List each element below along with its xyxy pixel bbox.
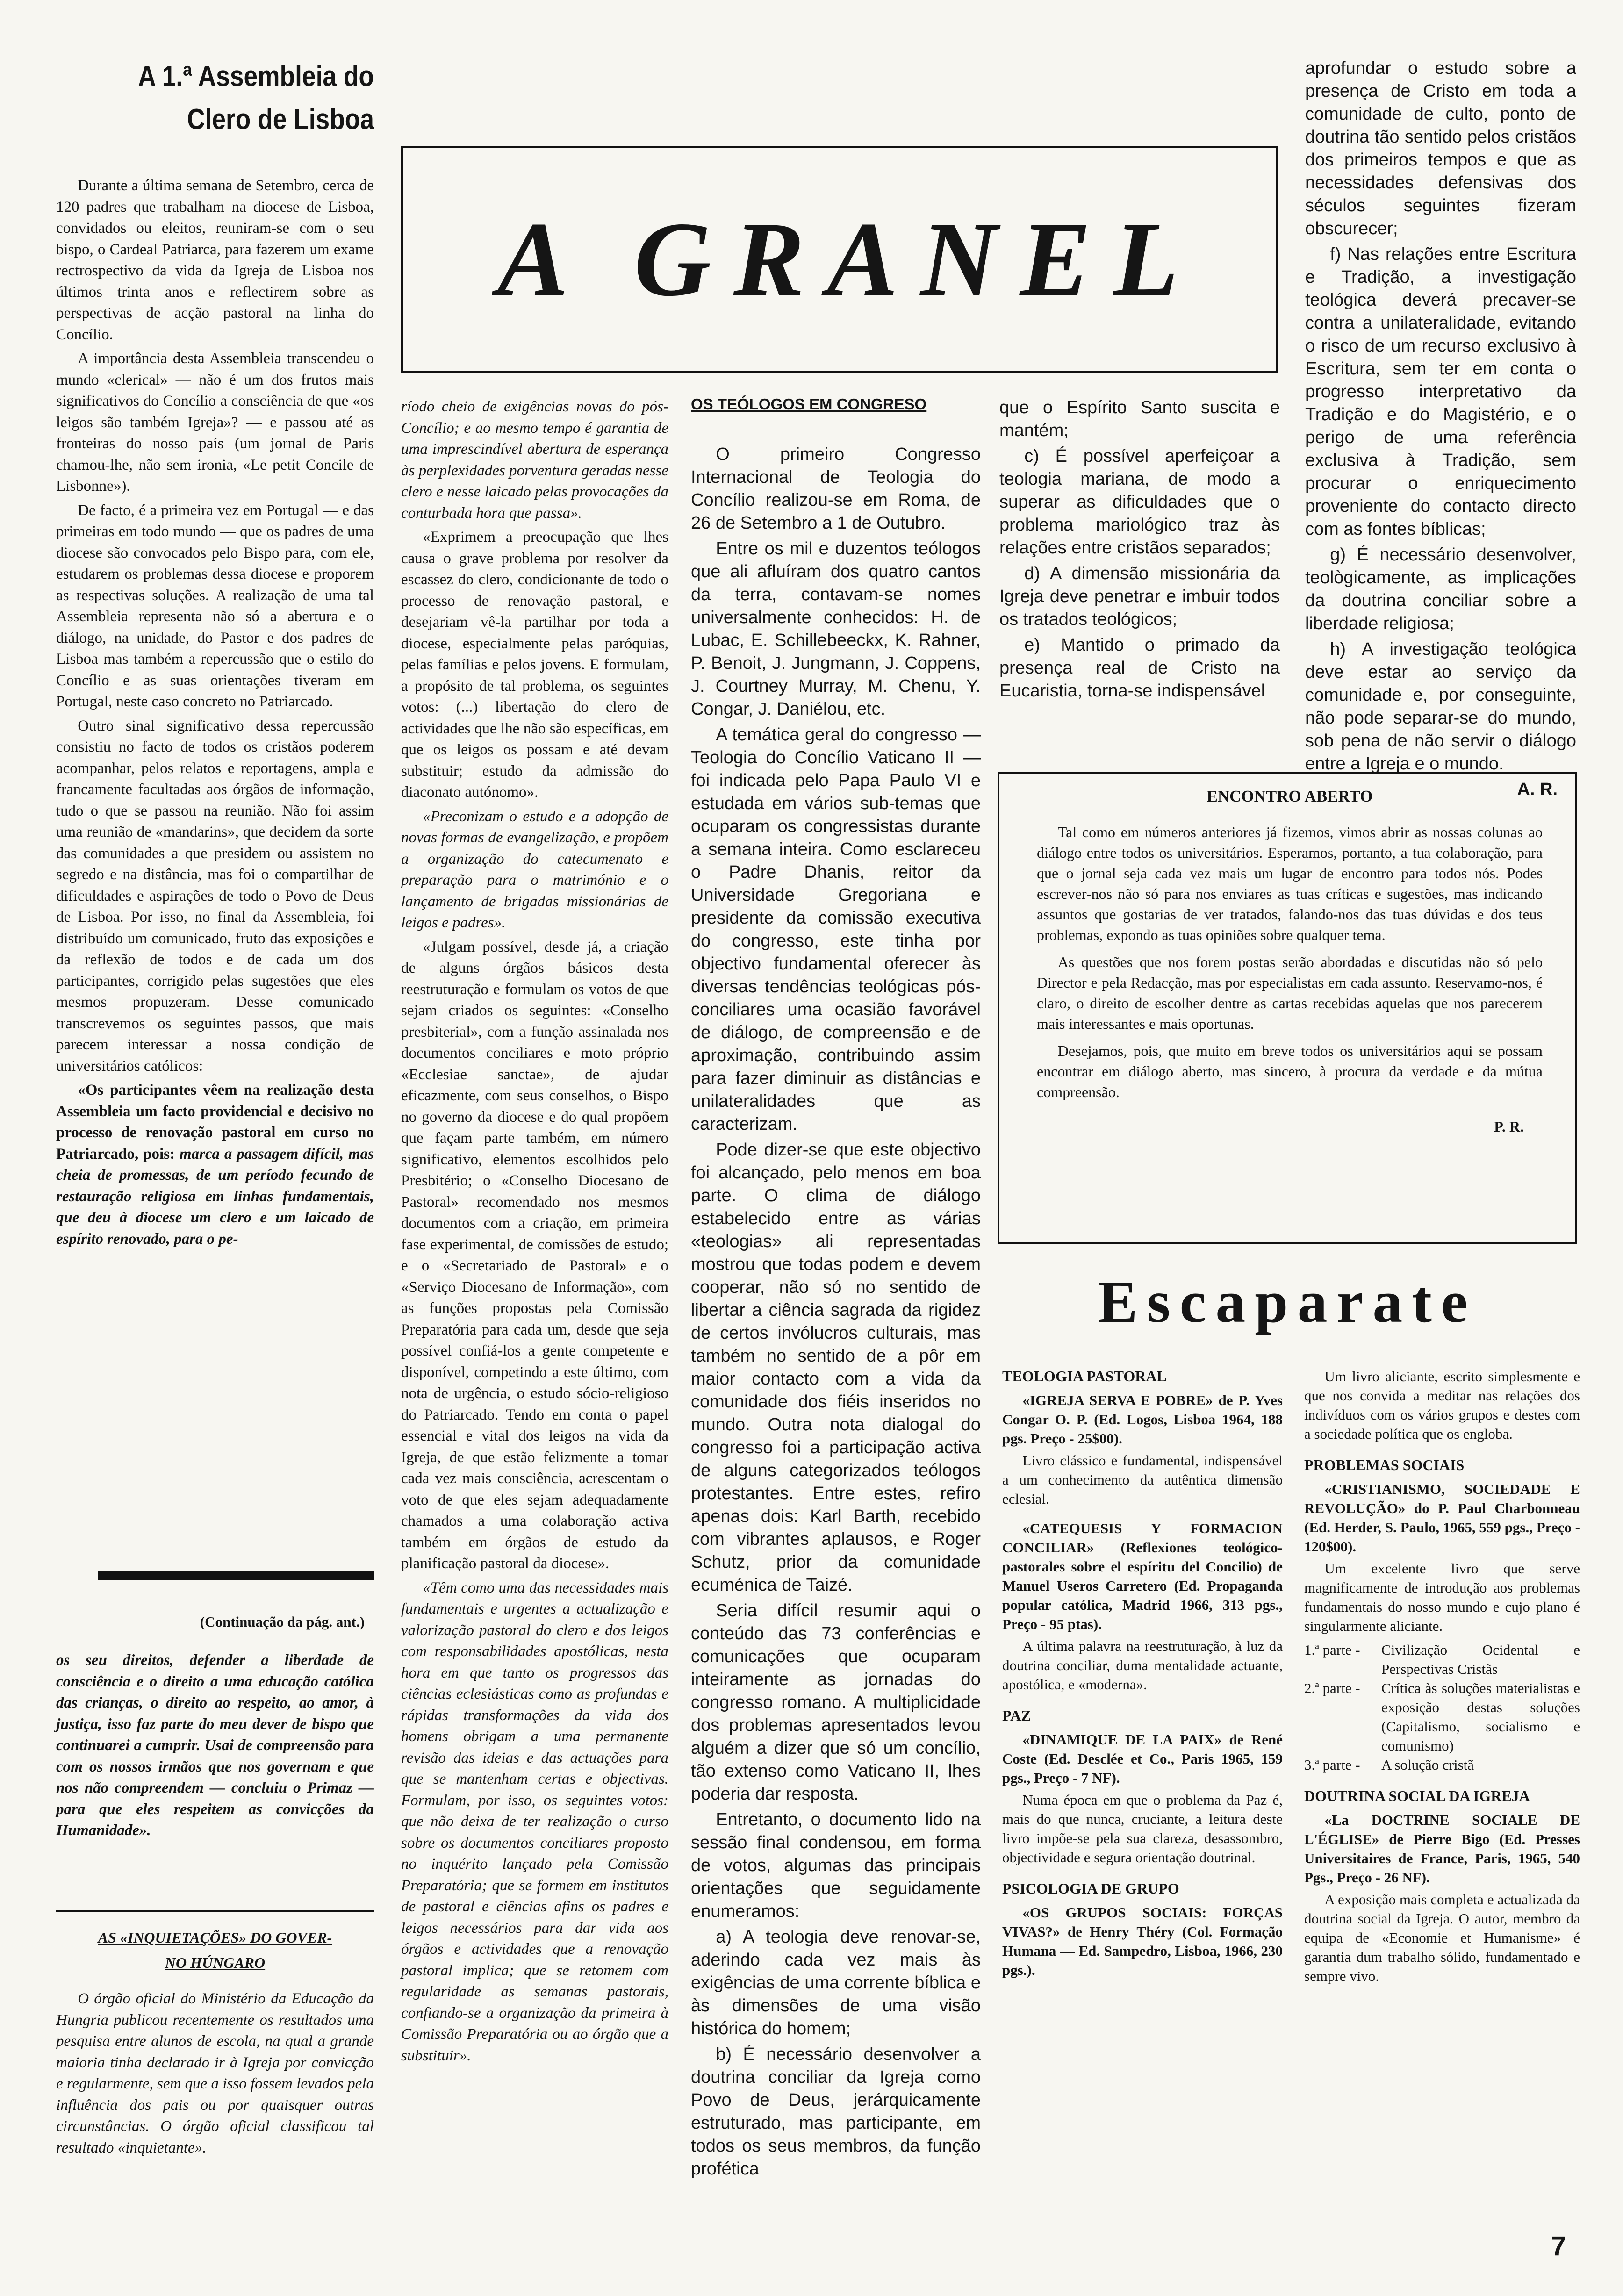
teologos-paragraph: A temática geral do congresso — Teologia do Concílio Vaticano II — foi indicada pelo Papa Paulo VI e estudada em vários sub-temas que ocuparam os congressistas durante a semana inteira. Como esclareceu o Padre Dhanis, reitor da Universidade Gregoriana e presidente da comissão executiva do congresso, este tinha por objectivo fundamental oferecer às diversas tendências teológicas pós-conciliares uma ocasião favorável de diálogo, de compreensão e de aproximação, contribuindo assim para fazer diminuir as distâncias e unilateralidades que as caracterizam.	[691, 725, 981, 1134]
col2-paragraph: «Têm como uma das necessidades mais fundamentais e urgentes a actualização e valorização pastoral do clero e dos leigos com responsabilidades apostólicas, nesta hora em que tanto os progressos das ciências eclesiásticas como as profundas e rápidas transformações da vida dos homens obrigam a uma permanente revisão das ideias e das actuações para que se mantenham certas e objectivas. Formulam, por isso, os seguintes votos: que não deixa de ter realização o curso sobre os documentos conciliares proposto no inquérito lançado pela Comissão Preparatória; que se formem em institutos de pastoral e ciências afins os padres e leigos necessários para dar vida aos órgãos e actividades que a renovação pastoral implica; que se retomem com regularidade as semanas pastorais, confiando-se a organização da primeira à Comissão Preparatória ou ao órgão que a substituir».	[401, 1579, 668, 2064]
teologos-paragraph: O primeiro Congresso Internacional de Teologia do Concílio realizou-se em Roma, de 26 de Setembro a 1 de Outubro.	[691, 445, 981, 533]
assembleia-continued	[401, 396, 668, 2257]
encontro-paragraph: Desejamos, pois, que muito em breve todos os universitários aqui se possam encontrar em diálogo aberto, mas sincero, à procura da verdade e da mútua compreensão.	[1037, 1042, 1543, 1100]
teologos-paragraph: a) A teologia deve renovar-se, aderindo cada vez mais às exigências de uma corrente bíblica e às dimensões de uma visão histórica do homem;	[691, 1927, 981, 2038]
teologos-article	[691, 443, 981, 2266]
hungaro-title-line2: NO HÚNGARO	[165, 1954, 266, 1971]
teologos-title: OS TEÓLOGOS EM CONGRESO	[691, 395, 927, 413]
assembleia-paragraph: A importância desta Assembleia transcendeu o mundo «clerical» — não é um dos frutos mais significativos do Concílio a consciência de que «os leigos são também Igreja»? — e passou até as fronteiras do nosso país (um jornal de Paris chamou-lhe, não sem ironia, «Le petit Concile de Lisbonne»).	[56, 350, 374, 495]
escaparate-book-entry: «OS GRUPOS SOCIAIS: FORÇAS VIVAS?» de Henry Théry (Col. Formação Humana — Ed. Sampedro, Lisboa, 1966, 230 pgs.).	[1002, 1904, 1283, 1978]
encontro-paragraph: As questões que nos forem postas serão abordadas e discutidas não só pelo Director e pela Redacção, mas por especialistas em cada assunto. Reservamo-nos, é claro, o direito de escolher dentre as cartas recebidas aquelas que nos parecerem mais interessantes e mais oportunas.	[1037, 954, 1543, 1032]
encontro-paragraph: Tal como em números anteriores já fizemos, vimos abrir as nossas colunas ao diálogo entre todos os universitários. Esperamos, portanto, a tua colaboração, para que o jornal seja cada vez mais um lugar de encontro para todos nós. Podes escrever-nos não só para nos enviares as tuas críticas e sugestões, mas indicando assuntos que gostarias de ver tratados, falando-nos das tuas dúvidas e dos teus problemas, expondo as tuas opiniões sobre qualquer tema.	[1037, 824, 1543, 943]
col4-paragraph: c) É possível aperfeiçoar a teologia mariana, de modo a superar as dificuldades que o problema mariológico traz às relações entre cristãos separados;	[999, 446, 1280, 558]
hungaro-paragraph: O órgão oficial do Ministério da Educação da Hungria publicou recentemente os resultados uma pesquisa entre alunos de escola, na qual a grande maioria tinha declarado ir à Igreja por convicção e regularmente, sem que a isso fossem levados pela influência dos pais ou por quaisquer outras circunstâncias. O órgão oficial classificou tal resultado «inquietante».	[56, 1990, 374, 2156]
escaparate-parts-list	[1304, 1640, 1580, 1774]
hungaro-title-line1: AS «INQUIETAÇÕES» DO GOVER-	[98, 1929, 332, 1946]
escaparate-right-column	[1304, 1367, 1580, 2255]
escaparate-book-note: Livro clássico e fundamental, indispensável a um conhecimento da autêntica dimensão eclesial.	[1002, 1452, 1283, 1507]
escaparate-book-entry: «IGREJA SERVA E POBRE» de P. Yves Congar O. P. (Ed. Logos, Lisboa 1964, 188 pgs. Preço - 25$00).	[1002, 1392, 1283, 1447]
escaparate-book-entry: «La DOCTRINE SOCIALE DE L'ÉGLISE» de Pierre Bigo (Ed. Presses Universitaires de France, Paris, 1965, 540 Pgs., Preço - 26 NF).	[1304, 1812, 1580, 1886]
escaparate-part-text: Civilização Ocidental e Perspectivas Cristãs	[1381, 1642, 1580, 1677]
escaparate-left-column	[1002, 1367, 1283, 2255]
teologos-signature: A. R.	[1517, 780, 1558, 799]
escaparate-book-entry: «CRISTIANISMO, SOCIEDADE E REVOLUÇÃO» do P. Paul Charbonneau (Ed. Herder, S. Paulo, 1965, 559 pgs., Preço - 120$00).	[1304, 1481, 1580, 1555]
assembleia-title	[101, 55, 374, 141]
continuacao-text	[56, 1650, 374, 1916]
escaparate-part-row	[1304, 1679, 1580, 1755]
col5-paragraph: aprofundar o estudo sobre a presença de Cristo em toda a comunidade de culto, ponto de doutrina tão sentido pelos cristãos dos primeiros tempos e que as necessidades defensivas dos séculos seguintes fizeram obscurecer;	[1305, 58, 1576, 238]
col2-paragraph: «Julgam possível, desde já, a criação de alguns órgãos básicos desta reestruturação e formulam os votos de que sejam criados os seguintes: «Conselho presbiterial», com a função assinalada nos documentos conciliares e moto próprio «Ecclesiae sanctae», de ajudar eficazmente, com seus conselhos, o Bispo no governo da diocese e do qual propõem que façam parte também, em número significativo, elementos escolhidos pelo Presbitério; o «Conselho Diocesano de Pastoral» recomendado nos mesmos documentos com a criação, em primeira fase experimental, de comissões de estudo; e o «Secretariado de Pastoral» e o «Serviço Diocesano de Informação», com as funções propostas pela Comissão Preparatória para cada um, desde que seja possível confiá-los a gente competente e disponível, competindo a este último, com nota de urgência, o estudo sócio-religioso do Patriarcado. Tendo em conta o papel essencial e vital dos leigos na vida da Igreja, de que estão felizmente a tomar cada vez mais consciência, acrescentam o voto de que eles sejam adequadamente chamados a uma colaboração activa também em órgãos de estudo da planificação pastoral da diocese».	[401, 938, 668, 1572]
assembleia-paragraph: Outro sinal significativo dessa repercussão consistiu no facto de todos os cristãos poderem acompanhar, pelos relatos e reportagens, ampla e francamente facultadas aos órgãos de informação, tudo o que se passou na reunião. Não foi assim uma reunião de «mandarins», que decidem da sorte das comunidades a que presidem ou assistem no segredo e na distância, mas foi o compartilhar de dificuldades e aspirações de todo o Povo de Deus de Lisboa. Por isso, no final da Assembleia, foi distribuído um comunicado, fruto das exposições e da reflexão de todos e de cada um dos participantes, corrigido pelas sugestões que eles mesmos propuzeram. Desse comunicado transcrevemos os seguintes passos, que mais parecem interessar a nossa condição de universitários católicos:	[56, 717, 374, 1075]
column-divider-rule	[98, 1571, 374, 1580]
assembleia-quote-italic: marca a passagem difícil, mas cheia de promessas, de um período fecundo de restauração religiosa em linhas fundamentais, que deu à diocese um clero e um laicado de espírito renovado, para o pe-	[56, 1145, 374, 1248]
col5-paragraph: f) Nas relações entre Escritura e Tradição, a investigação teológica deverá precaver-se contra a unilateralidade, evitando o risco de um recurso exclusivo à Escritura, sem ter em conta o progresso interpretativo da Tradição e do Magistério, e o perigo de uma referência exclusiva à Tradição, sem procurar o enriquecimento proveniente do contacto directo com as fontes bíblicas;	[1305, 244, 1576, 539]
teologos-right-column	[1305, 57, 1576, 799]
col4-paragraph: d) A dimensão missionária da Igreja deve penetrar e imbuir todos os tratados teológicos;	[999, 564, 1280, 629]
col2-paragraph: «Preconizam o estudo e a adopção de novas formas de evangelização, e propõem a organização do catecumenato e preparação para o matrimónio e o lançamento de brigadas missionárias de leigos e padres».	[401, 808, 668, 931]
escaparate-part-label: 2.ª parte -	[1304, 1680, 1360, 1696]
escaparate-section-heading: PROBLEMAS SOCIAIS	[1304, 1457, 1465, 1473]
escaparate-part-row	[1304, 1640, 1580, 1679]
teologos-paragraph: b) É necessário desenvolver a doutrina conciliar da Igreja como Povo de Deus, jerárquicamente estruturado, mas participante, em todos os seus membros, da função profética	[691, 2045, 981, 2179]
hungaro-title	[56, 1925, 374, 1975]
escaparate-book-entry: «CATEQUESIS Y FORMACION CONCILIAR» (Reflexiones teológico-pastorales sobre el espíritu del Concilio) de Manuel Useros Carretero (Ed. Propaganda popular católica, Madrid 1966, 313 pgs., Preço - 95 ptas).	[1002, 1520, 1283, 1632]
assembleia-paragraph: Durante a última semana de Setembro, cerca de 120 padres que trabalham na diocese de Lisboa, convidados ou eleitos, reuniram-se com o seu bispo, o Cardeal Patriarca, para fazerem um exame rectrospectivo da vida da Igreja de Lisboa nos últimos trinta anos e reflectirem sobre as perspectivas de acção pastoral na linha do Concílio.	[56, 177, 374, 343]
assembleia-article	[56, 175, 374, 1559]
col4-paragraph: que o Espírito Santo suscita e mantém;	[999, 398, 1280, 440]
assembleia-title-line2: Clero de Lisboa	[187, 103, 374, 136]
teologos-paragraph: Entretanto, o documento lido na sessão final condensou, em forma de votos, algumas das principais orientações que seguidamente enumeramos:	[691, 1810, 981, 1921]
hungaro-article	[56, 1988, 374, 2250]
escaparate-part-text: A solução cristã	[1381, 1757, 1474, 1773]
escaparate-book-note: A última palavra na reestruturação, à luz da doutrina conciliar, duma mentalidade actuante, apostólica, e «moderna».	[1002, 1638, 1283, 1693]
assembleia-quote-lead: «Os participantes vêem na realização desta Assembleia um facto providencial e decisivo no processo de renovação pastoral em curso no Patriarcado, pois:	[56, 1082, 374, 1162]
escaparate-book-note: Um livro aliciante, escrito simplesmente e que nos convida a meditar nas relações dos indivíduos com os vários grupos e destes com a sociedade política que os engloba.	[1304, 1368, 1580, 1442]
assembleia-quote	[56, 1080, 374, 1250]
escaparate-section-heading: PAZ	[1002, 1707, 1031, 1724]
col5-paragraph: h) A investigação teológica deve estar ao serviço da comunidade e, por conseguinte, não pode separar-se do mundo, sob pena de não servir o diálogo entre a Igreja e o mundo.	[1305, 639, 1576, 774]
escaparate-part-label: 3.ª parte -	[1304, 1757, 1360, 1773]
escaparate-part-label: 1.ª parte -	[1304, 1642, 1360, 1658]
escaparate-book-note: Numa época em que o problema da Paz é, mais do que nunca, cruciante, a leitura deste livro impõe-se pela sua clareza, desassombro, objectividade e segura orientação doutrinal.	[1002, 1792, 1283, 1866]
escaparate-section-heading: DOUTRINA SOCIAL DA IGREJA	[1304, 1787, 1530, 1804]
col4-paragraph: e) Mantido o primado da presença real de Cristo na Eucaristia, torna-se indispensável	[999, 635, 1280, 701]
col5-paragraph: g) É necessário desenvolver, teològicamente, as implicações da doutrina conciliar sobre a liberdade religiosa;	[1305, 545, 1576, 633]
escaparate-book-note: A exposição mais completa e actualizada da doutrina social da Igreja. O autor, membro da equipa de «Economie et Humanisme» é garantia dum trabalho sólido, fundamentado e sempre vivo.	[1304, 1891, 1580, 1984]
encontro-signature: P. R.	[1494, 1118, 1524, 1135]
col2-paragraph: «Exprimem a preocupação que lhes causa o grave problema por resolver da escassez do clero, condicionante de todo o processo de renovação pastoral, e desejariam vê-la partilhar por toda a diocese, especialmente pelas paróquias, pelas famílias e pelos jovens. E formulam, a propósito de tal problema, os seguintes votos: (...) libertação do clero de actividades que lhe não são específicas, em que os leigos os possam e até devam substituir; estudo da admissão do diaconato autónomo».	[401, 529, 668, 801]
escaparate-section-heading: PSICOLOGIA DE GRUPO	[1002, 1880, 1179, 1897]
escaparate-part-text: Crítica às soluções materialistas e exposição destas soluções (Capitalismo, socialismo e comunismo)	[1381, 1680, 1580, 1754]
escaparate-title: Escaparate	[1098, 1269, 1477, 1335]
encontro-title: ENCONTRO ABERTO	[1206, 787, 1373, 805]
col2-lead: ríodo cheio de exigências novas do pós-Concílio; e ao mesmo tempo é garantia de uma imprescindível abertura de esperança às perplexidades porventura geradas nesse clero e nesse laicado pelas provocações da conturbada hora que passa».	[401, 398, 668, 522]
escaparate-part-row	[1304, 1755, 1580, 1774]
assembleia-title-line1: A 1.ª Assembleia do	[138, 60, 374, 93]
page-number: 7	[1551, 2231, 1566, 2261]
masthead-title: A GRANEL	[497, 201, 1201, 318]
assembleia-paragraph: De facto, é a primeira vez em Portugal — e das primeiras em todo mundo — que os padres de uma diocese são convocados pelo Bispo para, com ele, estudarem os problemas dessa diocese e proporem as respectivas soluções. A realização de uma tal Assembleia representa não só a abertura e o diálogo, na unidade, do Pastor e dos padres de Lisboa mas também a repercussão que o estilo do Concílio e as suas orientações tiveram em Portugal, neste caso concreto no Patriarcado.	[56, 502, 374, 710]
hungaro-top-rule	[56, 1910, 374, 1912]
continuacao-paragraph: os seu direitos, defender a liberdade de consciência e o direito a uma educação católica das crianças, o direito ao respeito, ao amor, à justiça, isso faz parte do meu dever de bispo que continuarei a cumprir. Usai de compreensão para com os nossos irmãos que nos governam e que nos não compreendem — concluiu o Primaz — para que eles respeitem as convicções da Humanidade».	[56, 1652, 374, 1839]
teologos-paragraph: Entre os mil e duzentos teólogos que ali afluíram dos quatro cantos da terra, contavam-se nomes universalmente conhecidos: H. de Lubac, E. Schillebeeckx, K. Rahner, P. Benoit, J. Jungmann, J. Coppens, J. Courtney Murray, M. Chenu, Y. Congar, J. Daniélou, etc.	[691, 539, 981, 719]
escaparate-section-heading: TEOLOGIA PASTORAL	[1002, 1368, 1167, 1385]
teologos-paragraph: Seria difícil resumir aqui o conteúdo das 73 conferências e comunicações que ocuparam inteiramente as jornadas do congresso romano. A multiplicidade dos problemas apresentados levou alguém a dizer que só um concílio, tão extenso como Vaticano II, lhes poderia dar resposta.	[691, 1601, 981, 1804]
teologos-paragraph: Pode dizer-se que este objectivo foi alcançado, pelo menos em boa parte. O clima de diálogo estabelecido entre as várias «teologias» ali representadas mostrou que todas podem e devem cooperar, não só no sentido de libertar a ciência sagrada da rigidez de certos invólucros culturais, mas também no sentido de a pôr em maior contacto com a vida da comunidade dos fiéis inseridos no mundo. Outra nota dialogal do congresso foi a participação activa de alguns categorizados teólogos protestantes. Entre estes, refiro apenas dois: Karl Barth, recebido com vibrantes aplausos, e Roger Schutz, prior da comunidade ecuménica de Taizé.	[691, 1140, 981, 1595]
escaparate-book-note: Um excelente livro que serve magnificamente de introdução aos problemas fundamentais do nosso mundo e cujo plano é singularmente aliciante.	[1304, 1560, 1580, 1634]
encontro-box	[998, 772, 1577, 1244]
teologos-continued	[999, 396, 1280, 770]
masthead-box	[401, 146, 1278, 373]
escaparate-book-entry: «DINAMIQUE DE LA PAIX» de René Coste (Ed. Desclée et Co., Paris 1965, 159 pgs., Preço - 7 NF).	[1002, 1731, 1283, 1786]
continuacao-label: (Continuação da pág. ant.)	[200, 1614, 365, 1630]
